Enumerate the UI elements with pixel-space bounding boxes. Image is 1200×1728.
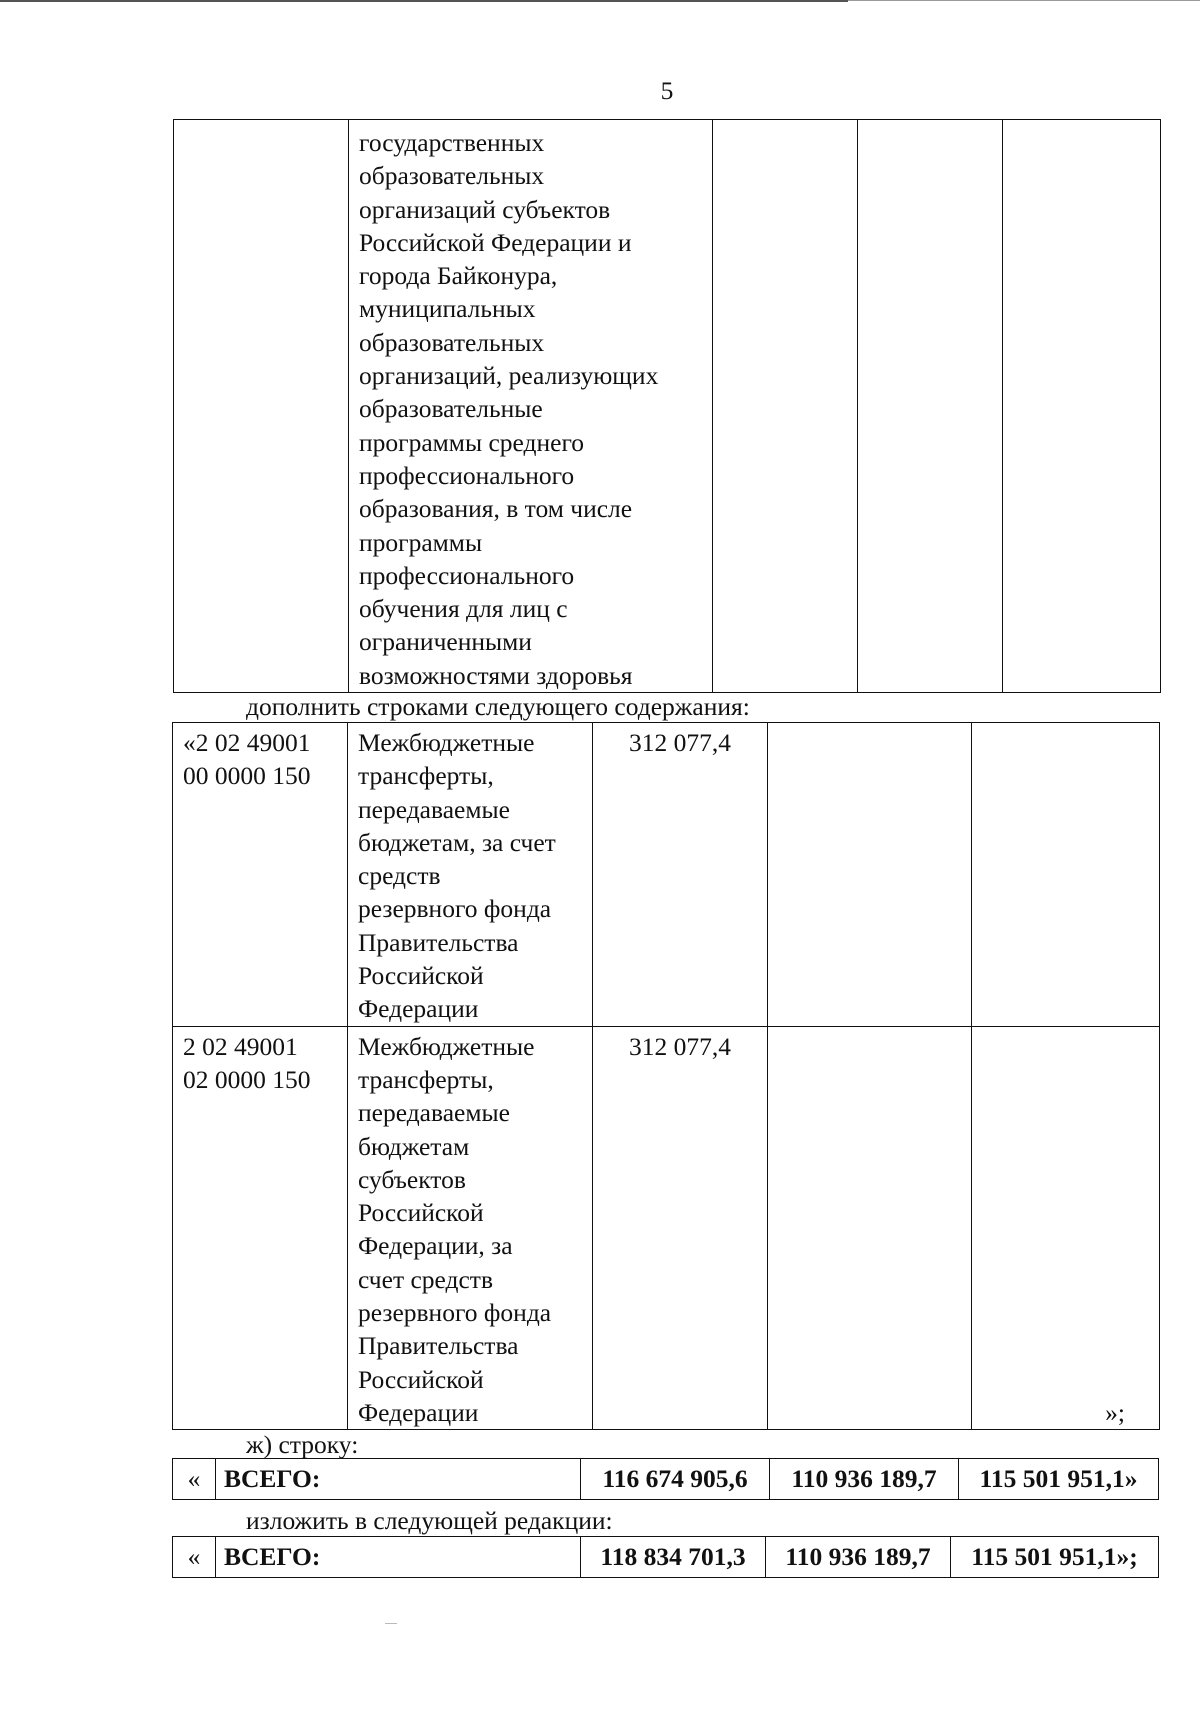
instruction-add-rows: дополнить строками следующего содержания: [246,692,750,721]
amount-cell [972,723,1160,1027]
total-value: 110 936 189,7 [766,1537,951,1578]
closing-quote-cell: »; [972,1026,1160,1430]
page-number: 5 [660,76,674,105]
code-cell: «2 02 49001 00 0000 150 [173,723,348,1027]
total-label: ВСЕГО: [216,1537,581,1578]
total-value: 118 834 701,3 [581,1537,766,1578]
total-value: 115 501 951,1» [959,1459,1159,1500]
description-cell: Межбюджетные трансферты, передаваемые бюджетам субъектов Российской Федерации, за счет средств резервного фонда Правительства Российской Федерации [348,1026,593,1430]
table-row [173,1026,1160,1430]
description-cell: государственных образовательных организаций субъектов Российской Федерации и города Байконура, муниципальных образовательных организаций, реализующих образовательные программы среднего профессионального образования, в том числе программы профессионального обучения для лиц с ограниченными возможностями здоровья [349,120,713,693]
code-cell: 2 02 49001 02 0000 150 [173,1026,348,1430]
code-cell [174,120,349,693]
amount-cell [1003,120,1161,693]
total-value: 110 936 189,7 [770,1459,959,1500]
instruction-row: ж) строку: [246,1430,359,1459]
table-row [173,1537,1159,1578]
amount-cell [713,120,858,693]
added-rows-table [172,722,1160,1430]
continuation-table [173,119,1161,693]
table-row [173,723,1160,1027]
instruction-replace: изложить в следующей редакции: [246,1506,613,1535]
total-value: 116 674 905,6 [581,1459,770,1500]
open-quote: « [173,1537,216,1578]
scan-artifact [385,1623,397,1624]
amount-cell: 312 077,4 [593,1026,768,1430]
scan-edge-line-faint [848,0,1200,1]
amount-cell [858,120,1003,693]
amount-cell: 312 077,4 [593,723,768,1027]
table-row [174,120,1161,693]
amount-cell [768,1026,972,1430]
total-value: 115 501 951,1»; [951,1537,1159,1578]
open-quote: « [173,1459,216,1500]
amount-cell [768,723,972,1027]
table-row [173,1459,1159,1500]
total-label: ВСЕГО: [216,1459,581,1500]
scan-edge-line [0,0,848,2]
total-row-old [172,1458,1159,1500]
total-row-new [172,1536,1159,1578]
description-cell: Межбюджетные трансферты, передаваемые бюджетам, за счет средств резервного фонда Правительства Российской Федерации [348,723,593,1027]
